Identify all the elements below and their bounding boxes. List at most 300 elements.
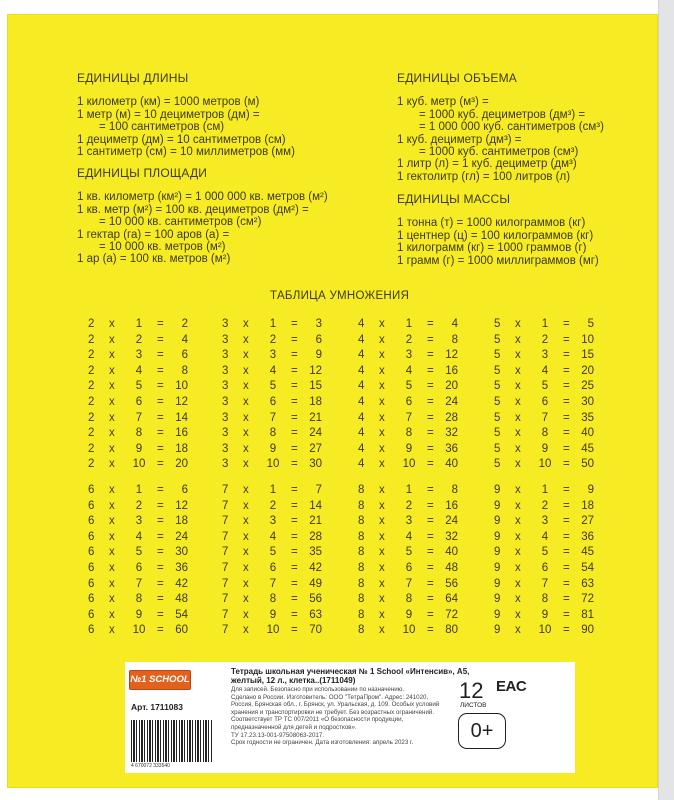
- multiplicand: 6: [88, 530, 95, 543]
- equals-sign: =: [291, 427, 298, 440]
- multiplier: 4: [405, 530, 413, 543]
- area-units-lines: [77, 191, 328, 265]
- times-sign: x: [109, 395, 115, 408]
- times-sign: x: [243, 484, 249, 496]
- times-sign: x: [379, 395, 385, 408]
- text-line: 1 куб. дециметр (дм³) =: [397, 133, 522, 146]
- times-sign: x: [515, 411, 521, 424]
- times-sign: x: [379, 458, 385, 471]
- multiplicand: 5: [494, 333, 501, 346]
- equals-sign: =: [563, 427, 570, 440]
- equals-sign: =: [563, 380, 570, 393]
- times-sign: x: [109, 411, 115, 424]
- equals-sign: =: [291, 515, 298, 528]
- multiplicand: 8: [358, 624, 365, 637]
- length-units-lines: [77, 96, 295, 158]
- multiplier: 5: [405, 546, 413, 559]
- product: 70: [309, 624, 322, 637]
- multiplicand: 2: [88, 380, 95, 393]
- equals-sign: =: [291, 364, 298, 377]
- times-sign: x: [515, 593, 521, 606]
- equals-sign: =: [563, 349, 570, 362]
- times-sign: x: [515, 608, 521, 621]
- multiplicand: 3: [222, 458, 229, 471]
- equals-sign: =: [291, 442, 298, 455]
- equals-sign: =: [563, 577, 570, 590]
- multiplicand: 6: [88, 515, 95, 528]
- multiplier: 4: [269, 364, 277, 377]
- sheet-count: 12: [459, 678, 484, 703]
- product: 6: [181, 484, 188, 496]
- notebook-spine: [658, 0, 674, 800]
- multiplier: 4: [541, 364, 549, 377]
- product: 42: [309, 561, 322, 574]
- product: 32: [445, 427, 458, 440]
- equals-sign: =: [291, 411, 298, 424]
- multiplicand: 9: [494, 530, 501, 543]
- times-sign: x: [379, 333, 385, 346]
- multiplicand: 9: [494, 484, 501, 496]
- times-sign: x: [243, 530, 249, 543]
- multiplier: 4: [135, 364, 143, 377]
- multiplicand: 7: [222, 546, 229, 559]
- text-line: 1 метр (м) = 10 дециметров (дм) =: [77, 108, 260, 121]
- times-sign: x: [515, 530, 521, 543]
- equals-sign: =: [157, 499, 164, 512]
- product: 28: [445, 411, 458, 424]
- multiplicand: 7: [222, 577, 229, 590]
- multiplicand: 6: [88, 484, 95, 496]
- equals-sign: =: [157, 380, 164, 393]
- multiplicand: 3: [222, 318, 229, 330]
- product: 45: [581, 442, 594, 455]
- times-sign: x: [379, 593, 385, 606]
- equals-sign: =: [427, 395, 434, 408]
- times-sign: x: [515, 349, 521, 362]
- multiplier: 4: [269, 530, 277, 543]
- equals-sign: =: [427, 577, 434, 590]
- equals-sign: =: [157, 593, 164, 606]
- volume-units-section: [397, 72, 604, 183]
- product: 72: [581, 593, 594, 606]
- times-sign: x: [109, 546, 115, 559]
- barcode-digits: 4 670072 333540: [131, 763, 170, 769]
- equals-sign: =: [427, 593, 434, 606]
- multiplier: 2: [405, 499, 413, 512]
- multiplicand: 6: [88, 608, 95, 621]
- times-sign: x: [243, 577, 249, 590]
- multiplicand: 2: [88, 318, 95, 330]
- equals-sign: =: [157, 333, 164, 346]
- equals-sign: =: [157, 442, 164, 455]
- multiplicand: 3: [222, 395, 229, 408]
- text-line: 1 гектар (га) = 100 аров (а) =: [77, 228, 230, 241]
- times-sign: x: [109, 577, 115, 590]
- equals-sign: =: [427, 499, 434, 512]
- equals-sign: =: [157, 561, 164, 574]
- multiplier: 10: [538, 624, 552, 637]
- volume-units-title: ЕДИНИЦЫ ОБЪЕМА: [397, 71, 517, 85]
- product: 15: [309, 380, 322, 393]
- equals-sign: =: [157, 608, 164, 621]
- multiplier: 1: [135, 318, 143, 330]
- equals-sign: =: [157, 546, 164, 559]
- times-sign: x: [243, 593, 249, 606]
- product: 8: [181, 364, 188, 377]
- product: 28: [309, 530, 322, 543]
- equals-sign: =: [291, 546, 298, 559]
- multiplicand: 2: [88, 427, 95, 440]
- product: 10: [581, 333, 594, 346]
- multiplicand: 8: [358, 484, 365, 496]
- text-line: Россия, Брянская обл., г. Брянск, ул. Уральская, д. 109. Особых условий: [231, 701, 440, 709]
- multiplier: 6: [135, 395, 143, 408]
- multiplier: 8: [405, 593, 413, 606]
- multiplier: 2: [269, 499, 277, 512]
- multiplicand: 8: [358, 499, 365, 512]
- times-sign: x: [515, 624, 521, 637]
- multiplicand: 4: [358, 349, 365, 362]
- multiplicand: 3: [222, 427, 229, 440]
- product: 16: [445, 364, 458, 377]
- multiplier: 4: [541, 530, 549, 543]
- multiplier: 8: [269, 593, 277, 606]
- equals-sign: =: [291, 484, 298, 496]
- multiplicand: 7: [222, 608, 229, 621]
- product-label: [125, 662, 575, 773]
- product: 24: [175, 530, 188, 543]
- times-sign: x: [379, 624, 385, 637]
- text-line: Сделано в России. Изготовитель: ООО "ТетраПром". Адрес: 241020,: [231, 693, 429, 701]
- product: 16: [445, 499, 458, 512]
- times-sign: x: [379, 577, 385, 590]
- equals-sign: =: [427, 515, 434, 528]
- equals-sign: =: [157, 427, 164, 440]
- product: 14: [309, 499, 322, 512]
- times-sign: x: [515, 458, 521, 471]
- equals-sign: =: [291, 333, 298, 346]
- multiplier: 3: [269, 515, 277, 528]
- multiplier: 1: [269, 318, 277, 330]
- equals-sign: =: [157, 364, 164, 377]
- multiplicand: 8: [358, 608, 365, 621]
- text-line: 1 литр (л) = 1 куб. дециметр (дм³): [397, 158, 577, 171]
- multiplier: 10: [266, 624, 280, 637]
- product: 6: [315, 333, 322, 346]
- times-sign: x: [109, 458, 115, 471]
- product: 20: [445, 380, 458, 393]
- multiplicand: 7: [222, 484, 229, 496]
- times-sign: x: [109, 364, 115, 377]
- product: 12: [445, 349, 458, 362]
- times-sign: x: [243, 427, 249, 440]
- equals-sign: =: [157, 530, 164, 543]
- product: 24: [445, 395, 458, 408]
- times-sign: x: [109, 484, 115, 496]
- multiplier: 6: [541, 561, 549, 574]
- multiplicand: 5: [494, 349, 501, 362]
- times-sign: x: [109, 442, 115, 455]
- times-sign: x: [109, 333, 115, 346]
- volume-units-lines: [397, 96, 604, 183]
- multiplier: 5: [135, 546, 143, 559]
- times-sign: x: [243, 395, 249, 408]
- times-sign: x: [379, 515, 385, 528]
- equals-sign: =: [563, 608, 570, 621]
- product: 30: [309, 458, 322, 471]
- equals-sign: =: [157, 458, 164, 471]
- times-sign: x: [243, 624, 249, 637]
- product: 35: [309, 546, 322, 559]
- equals-sign: =: [427, 380, 434, 393]
- product: 63: [581, 577, 594, 590]
- product: 56: [445, 577, 458, 590]
- multiplier: 2: [541, 499, 549, 512]
- multiplicand: 5: [494, 380, 501, 393]
- multiplicand: 6: [88, 499, 95, 512]
- times-sign: x: [109, 515, 115, 528]
- multiplier: 7: [135, 411, 143, 424]
- times-sign: x: [515, 318, 521, 330]
- sheet-count-label: ЛИСТОВ: [460, 702, 487, 709]
- multiplicand: 2: [88, 458, 95, 471]
- times-sign: x: [109, 530, 115, 543]
- multiplicand: 3: [222, 442, 229, 455]
- product: 35: [581, 411, 594, 424]
- product: 60: [175, 624, 188, 637]
- length-units-title: ЕДИНИЦЫ ДЛИНЫ: [77, 71, 189, 85]
- equals-sign: =: [563, 442, 570, 455]
- times-sign: x: [243, 499, 249, 512]
- multiplicand: 3: [222, 333, 229, 346]
- multiplicand: 9: [494, 608, 501, 621]
- times-sign: x: [379, 442, 385, 455]
- text-line: предназначенной для детей и подростков».: [231, 723, 357, 731]
- product: 27: [309, 442, 322, 455]
- times-sign: x: [243, 364, 249, 377]
- multiplicand: 7: [222, 530, 229, 543]
- times-sign: x: [379, 349, 385, 362]
- product: 9: [587, 484, 594, 496]
- text-line: 1 гектолитр (гл) = 100 литров (л): [397, 170, 571, 183]
- times-sign: x: [109, 593, 115, 606]
- multiplicand: 6: [88, 593, 95, 606]
- multiplier: 7: [269, 577, 277, 590]
- text-line: = 1000 куб. сантиметров (см³): [419, 146, 579, 159]
- product: 40: [445, 546, 458, 559]
- equals-sign: =: [291, 577, 298, 590]
- multiplier: 3: [541, 515, 549, 528]
- equals-sign: =: [291, 395, 298, 408]
- text-line: Для записей. Безопасно при использовании по назначению.: [231, 686, 405, 693]
- multiplicand: 8: [358, 577, 365, 590]
- product: 40: [445, 458, 458, 471]
- multiplier: 5: [135, 380, 143, 393]
- equals-sign: =: [291, 624, 298, 637]
- multiplier: 8: [135, 593, 143, 606]
- multiplicand: 4: [358, 427, 365, 440]
- mass-units-section: [397, 193, 599, 267]
- equals-sign: =: [427, 608, 434, 621]
- times-sign: x: [515, 380, 521, 393]
- multiplier: 5: [405, 380, 413, 393]
- product: 36: [175, 561, 188, 574]
- equals-sign: =: [427, 427, 434, 440]
- multiplier: 6: [269, 395, 277, 408]
- multiplicand: 5: [494, 442, 501, 455]
- multiplicand: 3: [222, 364, 229, 377]
- times-sign: x: [243, 608, 249, 621]
- equals-sign: =: [563, 624, 570, 637]
- equals-sign: =: [291, 530, 298, 543]
- equals-sign: =: [157, 318, 164, 330]
- times-sign: x: [243, 442, 249, 455]
- area-units-title: ЕДИНИЦЫ ПЛОЩАДИ: [77, 166, 208, 180]
- times-sign: x: [515, 484, 521, 496]
- text-line: хранения и транспортировки не требует. Без возрастных ограничений.: [231, 708, 435, 716]
- times-sign: x: [109, 380, 115, 393]
- product: 50: [581, 458, 594, 471]
- multiplicand: 5: [494, 427, 501, 440]
- multiplier: 8: [269, 427, 277, 440]
- times-sign: x: [515, 364, 521, 377]
- multiplier: 9: [135, 442, 143, 455]
- multiplicand: 6: [88, 624, 95, 637]
- multiplier: 7: [135, 577, 143, 590]
- multiplier: 2: [135, 333, 143, 346]
- product: 25: [581, 380, 594, 393]
- equals-sign: =: [563, 561, 570, 574]
- length-units-section: [77, 72, 295, 158]
- multiplier: 1: [405, 318, 413, 330]
- product: 36: [581, 530, 594, 543]
- multiplier: 7: [269, 411, 277, 424]
- multiplier: 6: [135, 561, 143, 574]
- equals-sign: =: [291, 608, 298, 621]
- multiplicand: 8: [358, 561, 365, 574]
- multiplicand: 7: [222, 499, 229, 512]
- equals-sign: =: [157, 411, 164, 424]
- text-line: 1 центнер (ц) = 100 килограммов (кг): [397, 229, 594, 242]
- multiplier: 8: [135, 427, 143, 440]
- product: 15: [581, 349, 594, 362]
- text-line: 1 ар (а) = 100 кв. метров (м²): [77, 253, 231, 266]
- times-sign: x: [109, 624, 115, 637]
- equals-sign: =: [427, 442, 434, 455]
- multiplier: 10: [402, 624, 416, 637]
- text-line: = 10 000 кв. метров (м²): [99, 241, 226, 254]
- multiplicand: 3: [222, 380, 229, 393]
- multiplier: 10: [538, 458, 552, 471]
- multiplicand: 4: [358, 395, 365, 408]
- equals-sign: =: [291, 349, 298, 362]
- multiplicand: 4: [358, 364, 365, 377]
- equals-sign: =: [157, 395, 164, 408]
- times-sign: x: [243, 318, 249, 330]
- multiplicand: 2: [88, 442, 95, 455]
- times-sign: x: [243, 458, 249, 471]
- multiplier: 1: [269, 484, 277, 496]
- times-sign: x: [515, 427, 521, 440]
- times-sign: x: [243, 561, 249, 574]
- multiplicand: 8: [358, 530, 365, 543]
- equals-sign: =: [427, 546, 434, 559]
- product: 12: [175, 395, 188, 408]
- equals-sign: =: [427, 624, 434, 637]
- product: 20: [175, 458, 188, 471]
- product: 90: [581, 624, 594, 637]
- text-line: 1 кв. метр (м²) = 100 кв. дециметров (дм²) =: [77, 203, 309, 216]
- times-sign: x: [515, 442, 521, 455]
- multiplicand: 2: [88, 364, 95, 377]
- multiplication-table-title: ТАБЛИЦА УМНОЖЕНИЯ: [270, 290, 410, 302]
- equals-sign: =: [291, 318, 298, 330]
- times-sign: x: [109, 349, 115, 362]
- product: 24: [445, 515, 458, 528]
- multiplier: 6: [541, 395, 549, 408]
- multiplier: 9: [269, 442, 277, 455]
- product: 24: [309, 427, 322, 440]
- multiplier: 9: [405, 608, 413, 621]
- text-line: Срок годности не ограничен. Дата изготовления: апрель 2023 г.: [231, 739, 414, 747]
- article-number: Арт. 1711083: [131, 702, 183, 712]
- times-sign: x: [243, 546, 249, 559]
- multiplicand: 4: [358, 318, 365, 330]
- equals-sign: =: [563, 499, 570, 512]
- equals-sign: =: [291, 561, 298, 574]
- multiplier: 1: [541, 484, 549, 496]
- multiplicand: 6: [88, 546, 95, 559]
- product: 40: [581, 427, 594, 440]
- product: 45: [581, 546, 594, 559]
- multiplicand: 7: [222, 515, 229, 528]
- product: 54: [581, 561, 594, 574]
- multiplier: 10: [132, 458, 146, 471]
- multiplier: 10: [266, 458, 280, 471]
- times-sign: x: [515, 546, 521, 559]
- multiplier: 9: [405, 442, 413, 455]
- multiplier: 5: [269, 546, 277, 559]
- multiplicand: 8: [358, 546, 365, 559]
- equals-sign: =: [427, 364, 434, 377]
- product: 4: [451, 318, 458, 330]
- equals-sign: =: [563, 530, 570, 543]
- times-sign: x: [379, 561, 385, 574]
- equals-sign: =: [427, 561, 434, 574]
- multiplier: 1: [135, 484, 143, 496]
- multiplier: 3: [541, 349, 549, 362]
- multiplier: 3: [405, 349, 413, 362]
- product: 49: [309, 577, 322, 590]
- multiplicand: 4: [358, 333, 365, 346]
- eac-mark-icon: EAC: [496, 678, 527, 695]
- multiplicand: 4: [358, 442, 365, 455]
- product: 7: [315, 484, 322, 496]
- product: 10: [175, 380, 188, 393]
- multiplicand: 2: [88, 395, 95, 408]
- times-sign: x: [379, 427, 385, 440]
- product: 18: [175, 515, 188, 528]
- text-line: 1 куб. метр (м³) =: [397, 96, 489, 109]
- multiplier: 7: [405, 411, 413, 424]
- equals-sign: =: [563, 515, 570, 528]
- multiplier: 2: [541, 333, 549, 346]
- product: 48: [445, 561, 458, 574]
- times-sign: x: [109, 561, 115, 574]
- multiplicand: 7: [222, 561, 229, 574]
- product: 36: [445, 442, 458, 455]
- multiplier: 5: [541, 380, 549, 393]
